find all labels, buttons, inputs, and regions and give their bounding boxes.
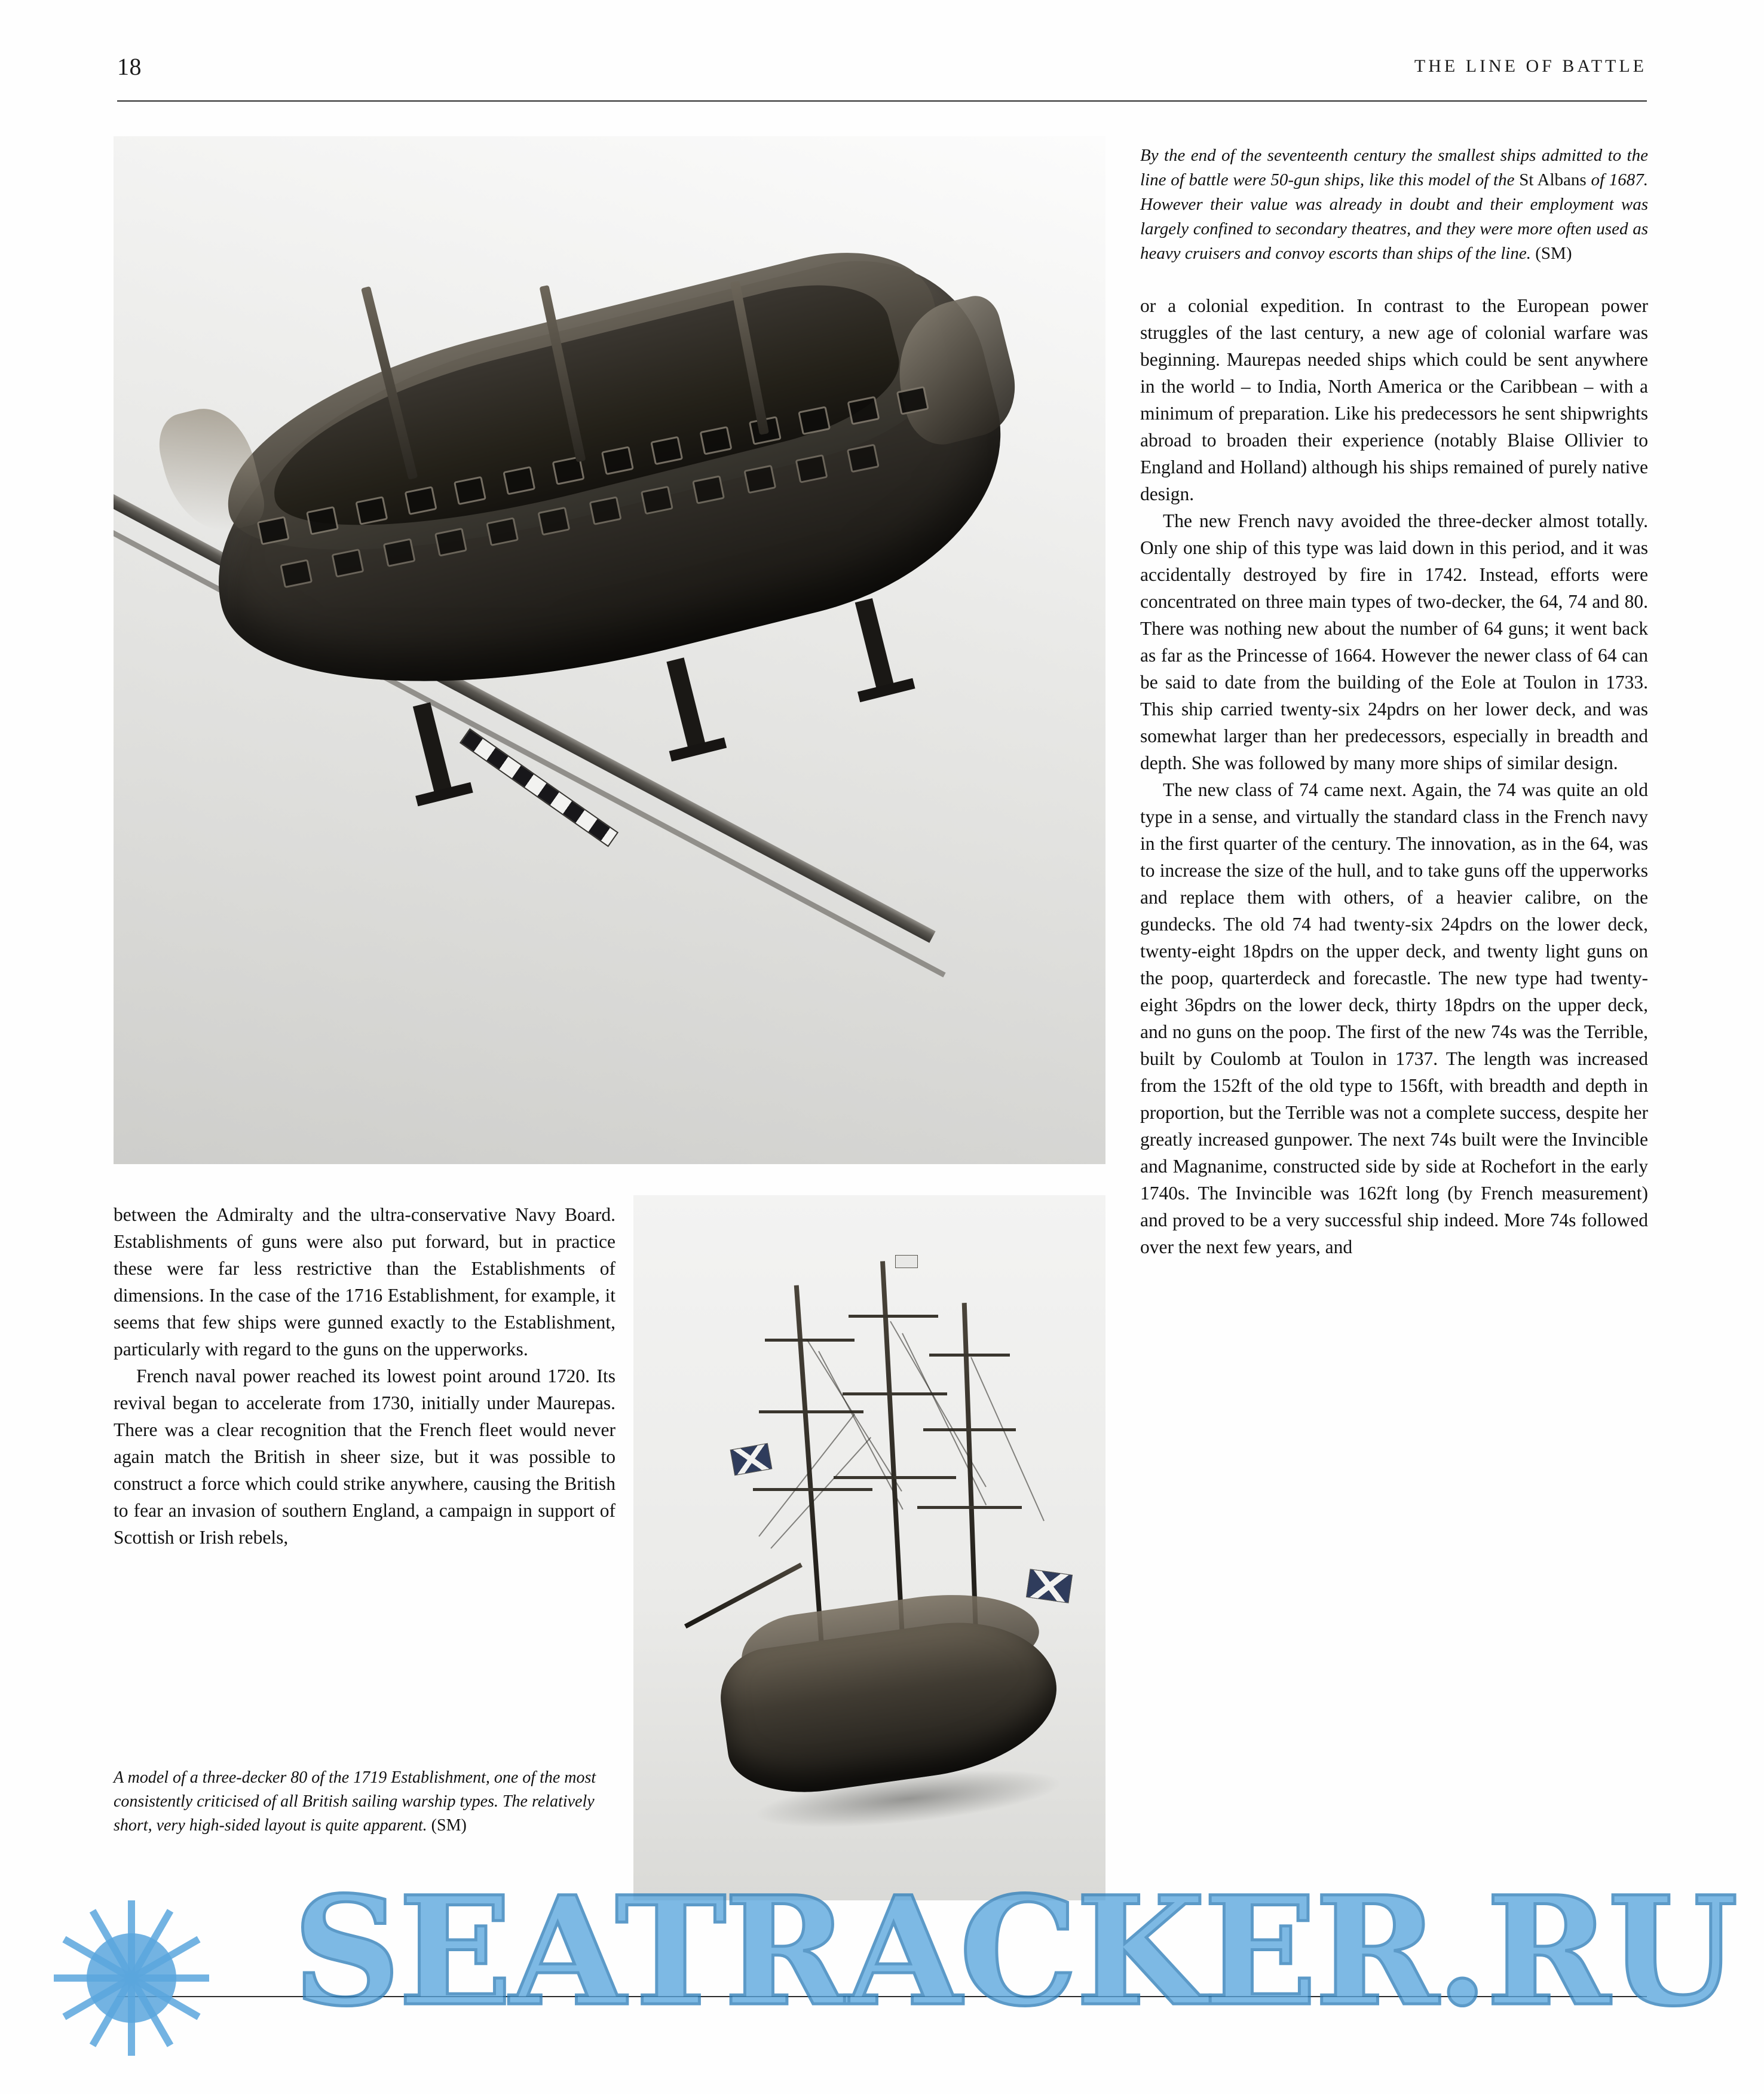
ship-model-photo-top xyxy=(114,136,1105,1164)
paragraph: or a colonial expedition. In contrast to the European power struggles of the last century, a new age of colonial warfare was beginning. Maurepas needed ships which could be sent anywhere in the world – to India, North America or the Caribbean – with a minimum of preparation. Like his predecessors he sent shipwrights abroad to broaden their experience (notably Blaise Ollivier to England and Holland) although his ships remained of purely native design. xyxy=(1140,295,1648,504)
union-jack-flag xyxy=(730,1443,773,1475)
paragraph: The new French navy avoided the three-decker almost totally. Only one ship of this type was laid down in this period, and it was accidentally destroyed by fire in 1742. Instead, efforts were concentrated on three main types of two-decker, the 64, 74 and 80. There was nothing new about the number of 64 guns; it went back as far as the Princesse of 1664. However the newer class of 64 can be said to date from the building of the Eole at Toulon in 1733. This ship carried twenty-six 24pdrs on her lower deck, and was somewhat larger than her predecessors, especially in breadth and depth. She was followed by many more ships of similar design. xyxy=(1140,510,1648,773)
model-stand-foot xyxy=(415,782,473,806)
sun-core xyxy=(87,1933,176,2023)
sun-ray xyxy=(131,1974,209,1982)
caption-text-part1: By the end of the seventeenth century the smallest ships admitted to the line of battle were 50-gun ships, like this model of the xyxy=(1140,146,1648,189)
footer-rule xyxy=(117,1996,1647,1997)
paragraph: The new class of 74 came next. Again, the 74 was quite an old type in a sense, and virtually the standard class in the French navy in the first quarter of the century. The innovation, as in the 64, was to increase the size of the hull, and to take guns off the upperworks and replace them with others, of a heavier calibre, on the gundecks. The old 74 had twenty-six 24pdrs on the lower deck, twenty-eight 18pdrs on the upper deck, and twenty light guns on the poop, quarterdeck and forecastle. The new type had twenty-eight 36pdrs on the lower deck, thirty 18pdrs on the upper deck, and no guns on the poop. The first of the new 74s was the Terrible, built by Coulomb at Toulon in 1737. The length was increased from the 152ft of the old type to 156ft, with breadth and depth in proportion, but the Terrible was not a complete success, despite her greatly increased gunpower. The next 74s built were the Invincible and Magnanime, constructed side by side at Rochefort in the early 1740s. The Invincible was 162ft long (by French measurement) and proved to be a very successful ship indeed. More 74s followed over the next few years, and xyxy=(1140,779,1648,1257)
sun-ray xyxy=(90,1976,134,2047)
sun-ray xyxy=(62,1975,133,2020)
caption-credit: (SM) xyxy=(427,1816,467,1835)
paragraph: between the Admiralty and the ultra-conservative Navy Board. Establishments of guns were also put forward, but in practice these were far less restrictive than the Establishments of dimensions. In the case of the 1716 Establishment, for example, it seems that few ships were gunned exactly to the Establishment, particularly with regard to the guns on the upperworks. xyxy=(114,1204,615,1360)
sun-ray xyxy=(130,1975,201,2020)
right-text-column xyxy=(1140,143,1648,1260)
sun-ray xyxy=(128,1909,173,1980)
sun-ray xyxy=(62,1936,133,1981)
sun-ray xyxy=(90,1909,134,1980)
sun-ray xyxy=(128,1900,135,1978)
page-header xyxy=(117,53,1647,94)
ensign-flag xyxy=(1026,1569,1073,1603)
model-stand xyxy=(666,657,705,749)
model-stand-foot xyxy=(669,737,727,761)
yard xyxy=(849,1315,938,1318)
model-stand xyxy=(855,598,894,690)
yard xyxy=(917,1506,1022,1509)
yard xyxy=(753,1488,872,1491)
right-body-text xyxy=(1140,292,1648,1260)
masthead-pennant xyxy=(895,1255,918,1268)
rigging-line xyxy=(890,1321,987,1487)
top-photo-caption xyxy=(1140,143,1648,266)
sun-ray xyxy=(130,1936,201,1981)
sun-ray xyxy=(128,1978,135,2056)
left-text-column xyxy=(114,1201,615,1551)
model-stand xyxy=(413,702,452,794)
rigged-model xyxy=(669,1249,1088,1853)
mainmast xyxy=(880,1261,905,1649)
rigging-line xyxy=(902,1333,987,1505)
yard xyxy=(759,1410,863,1413)
yard xyxy=(929,1354,1010,1357)
running-head: THE LINE OF BATTLE xyxy=(1414,56,1647,76)
caption-ship-name: St Albans xyxy=(1519,170,1587,189)
paragraph: French naval power reached its lowest point around 1720. Its revival began to accelerate from 1730, initially under Maurepas. There was a clear recognition that the French fleet would never again match the British in sheer size, but it was possible to construct a force which could strike anywhere, causing the British to fear an invasion of southern England, a campaign in support of Scottish or Irish rebels, xyxy=(114,1366,615,1548)
yard xyxy=(765,1339,855,1342)
watermark-text: SEATRACKER.RU xyxy=(293,1863,1736,2039)
caption-credit: (SM) xyxy=(1531,244,1572,263)
ship-model-photo-middle xyxy=(633,1195,1105,1900)
page-number: 18 xyxy=(117,53,142,80)
sun-ray xyxy=(128,1976,173,2047)
caption-text: A model of a three-decker 80 of the 1719 Establishment, one of the most consistently criticised of all British sailing warship types. The relatively short, very high-sided layout is quite apparent. xyxy=(114,1768,596,1835)
middle-photo-caption xyxy=(114,1766,615,1838)
rigging-line xyxy=(770,1437,871,1549)
header-rule xyxy=(117,100,1647,102)
model-stand-foot xyxy=(858,678,915,702)
caption-text-part2: of 1687. However their value was already in doubt and their employment was largely confined to secondary theatres, and they were more often used as heavy cruisers and convoy escorts than ships of the line. xyxy=(1140,170,1648,263)
sun-burst-icon xyxy=(54,1900,209,2056)
sun-ray xyxy=(54,1974,131,1982)
stern-carving xyxy=(152,399,269,543)
